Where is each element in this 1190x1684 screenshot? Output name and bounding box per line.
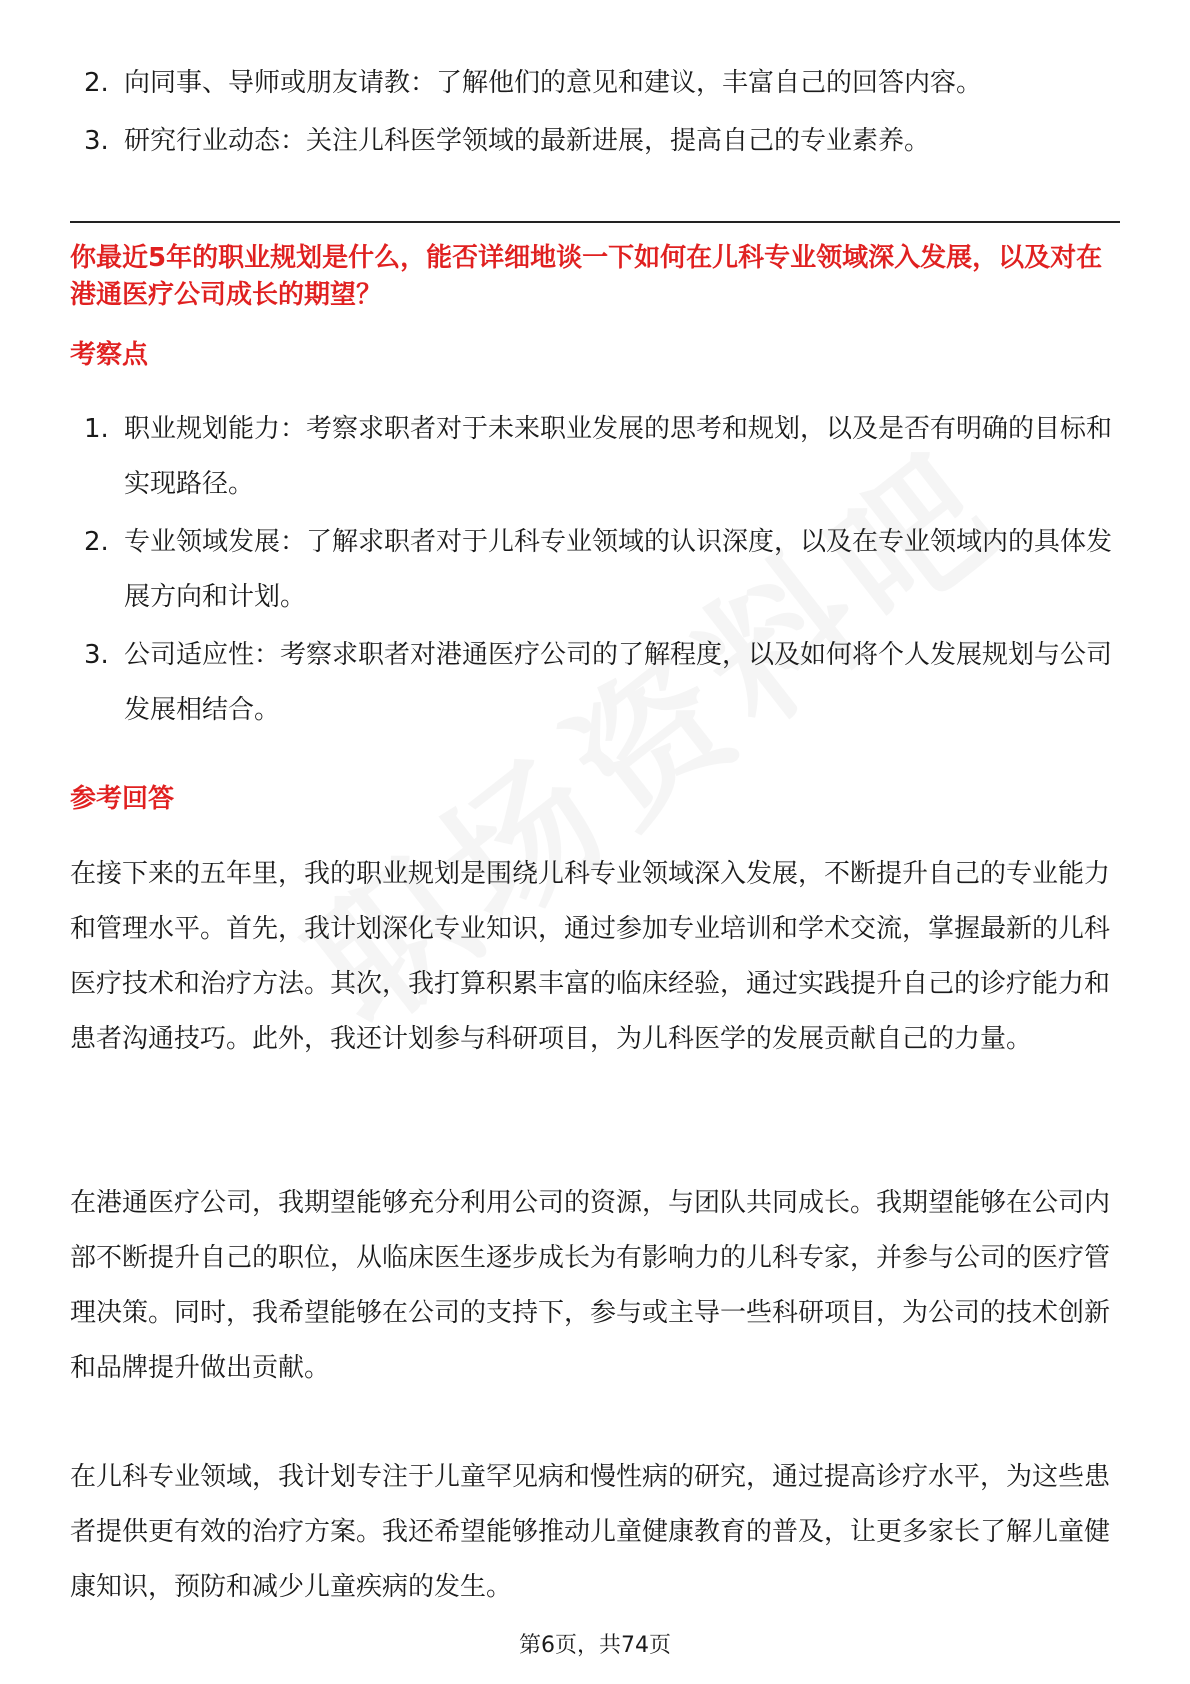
list-item: [84, 515, 1124, 625]
list-item: [84, 402, 1124, 512]
list-item: [84, 114, 1124, 169]
list-text: 专业领域发展：了解求职者对于儿科专业领域的认识深度，以及在专业领域内的具体发展方向和计划。: [124, 527, 1113, 612]
reference-answer-heading: 参考回答: [70, 784, 175, 814]
list-text: 公司适应性：考察求职者对港通医疗公司的了解程度，以及如何将个人发展规划与公司发展相结合。: [124, 640, 1113, 725]
list-item: [84, 56, 1124, 111]
list-number: 2.: [84, 527, 109, 557]
list-item: [84, 628, 1124, 738]
list-number: 3.: [84, 126, 109, 156]
answer-paragraph: 在港通医疗公司，我期望能够充分利用公司的资源，与团队共同成长。我期望能够在公司内部不断提升自己的职位，从临床医生逐步成长为有影响力的儿科专家，并参与公司的医疗管理决策。同时，我希望能够在公司的支持下，参与或主导一些科研项目，为公司的技术创新和品牌提升做出贡献。: [70, 1188, 1111, 1383]
assessment-points-list: [84, 402, 1124, 741]
list-number: 1.: [84, 414, 109, 444]
list-number: 3.: [84, 640, 109, 670]
interview-question: 你最近5年的职业规划是什么，能否详细地谈一下如何在儿科专业领域深入发展，以及对在港通医疗公司成长的期望？: [70, 243, 1103, 310]
list-text: 研究行业动态：关注儿科医学领域的最新进展，提高自己的专业素养。: [124, 126, 931, 156]
list-text: 向同事、导师或朋友请教：了解他们的意见和建议，丰富自己的回答内容。: [124, 68, 983, 98]
answer-paragraph: 在儿科专业领域，我计划专注于儿童罕见病和慢性病的研究，通过提高诊疗水平，为这些患者提供更有效的治疗方案。我还希望能够推动儿童健康教育的普及，让更多家长了解儿童健康知识，预防和减少儿童疾病的发生。: [70, 1462, 1111, 1602]
page-footer: 第6页，共74页: [519, 1633, 671, 1658]
assessment-points-heading: 考察点: [70, 340, 149, 370]
previous-tips-list: [84, 56, 1124, 172]
list-number: 2.: [84, 68, 109, 98]
section-divider: [70, 221, 1120, 223]
list-text: 职业规划能力：考察求职者对于未来职业发展的思考和规划，以及是否有明确的目标和实现路径。: [124, 414, 1113, 499]
answer-paragraph: 在接下来的五年里，我的职业规划是围绕儿科专业领域深入发展，不断提升自己的专业能力和管理水平。首先，我计划深化专业知识，通过参加专业培训和学术交流，掌握最新的儿科医疗技术和治疗方法。其次，我打算积累丰富的临床经验，通过实践提升自己的诊疗能力和患者沟通技巧。此外，我还计划参与科研项目，为儿科医学的发展贡献自己的力量。: [70, 859, 1111, 1054]
